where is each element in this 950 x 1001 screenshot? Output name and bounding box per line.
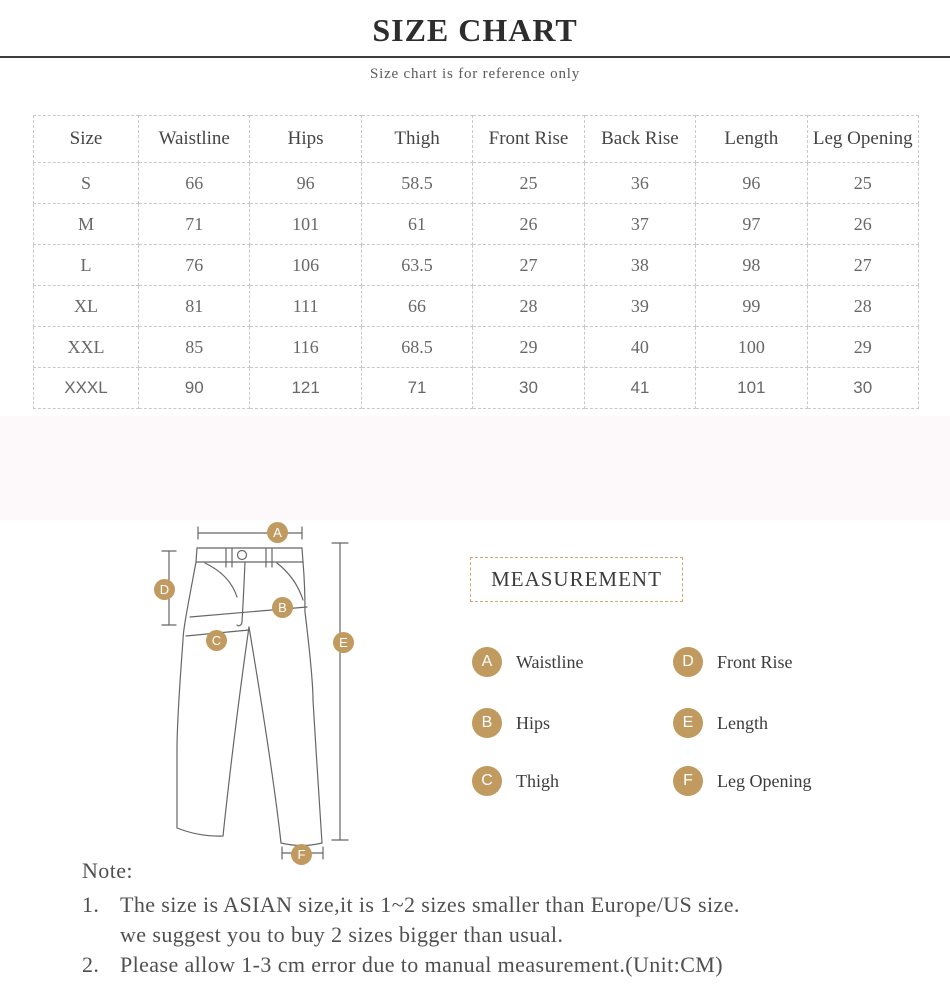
note-line: The size is ASIAN size,it is 1~2 sizes smaller than Europe/US size. <box>120 892 740 917</box>
note-number: 2. <box>82 952 100 977</box>
value-cell: 41 <box>584 368 695 409</box>
note-heading: Note: <box>82 858 133 883</box>
length-measure-line <box>332 543 348 840</box>
value-cell: 30 <box>807 368 918 409</box>
size-cell: XXXL <box>34 368 139 409</box>
table-row <box>34 327 919 368</box>
size-cell: L <box>34 245 139 286</box>
page-subtitle: Size chart is for reference only <box>369 66 581 82</box>
value-cell: 71 <box>139 204 250 245</box>
table-row <box>34 204 919 245</box>
col-header-size: Size <box>34 116 139 163</box>
value-cell: 96 <box>696 163 807 204</box>
value-cell: 30 <box>473 368 584 409</box>
legend-item-waistline <box>472 647 584 677</box>
col-header-back-rise: Back Rise <box>584 116 695 163</box>
value-cell: 100 <box>696 327 807 368</box>
value-cell: 25 <box>807 163 918 204</box>
value-cell: 26 <box>807 204 918 245</box>
legend-circle-f: F <box>673 766 703 796</box>
value-cell: 101 <box>696 368 807 409</box>
value-cell: 28 <box>473 286 584 327</box>
table-header-row <box>34 116 919 163</box>
legend-circle-b: B <box>472 708 502 738</box>
table-row <box>34 163 919 204</box>
legend-circle-e: E <box>673 708 703 738</box>
measurement-box <box>470 557 683 602</box>
legend-circle-d: D <box>673 647 703 677</box>
marker-length: E <box>333 632 354 653</box>
value-cell: 63.5 <box>361 245 472 286</box>
note-line: Please allow 1-3 cm error due to manual measurement.(Unit:CM) <box>120 952 723 977</box>
table-row <box>34 286 919 327</box>
col-header-front-rise: Front Rise <box>473 116 584 163</box>
size-table-section <box>33 115 919 409</box>
size-cell: XL <box>34 286 139 327</box>
value-cell: 58.5 <box>361 163 472 204</box>
value-cell: 66 <box>361 286 472 327</box>
legend-label-leg-opening: Leg Opening <box>717 770 812 791</box>
value-cell: 121 <box>250 368 361 409</box>
marker-front-rise: D <box>154 579 175 600</box>
value-cell: 36 <box>584 163 695 204</box>
col-header-length: Length <box>696 116 807 163</box>
note-item-1 <box>82 890 932 950</box>
legend-item-thigh <box>472 766 559 796</box>
value-cell: 28 <box>807 286 918 327</box>
value-cell: 81 <box>139 286 250 327</box>
pants-diagram <box>130 515 365 875</box>
note-number: 1. <box>82 892 100 917</box>
value-cell: 29 <box>473 327 584 368</box>
pants-outline <box>177 548 322 846</box>
col-header-hips: Hips <box>250 116 361 163</box>
marker-hips: B <box>272 597 293 618</box>
value-cell: 98 <box>696 245 807 286</box>
col-header-leg-opening: Leg Opening <box>807 116 918 163</box>
value-cell: 96 <box>250 163 361 204</box>
legend-item-length <box>673 708 768 738</box>
value-cell: 27 <box>473 245 584 286</box>
value-cell: 71 <box>361 368 472 409</box>
value-cell: 106 <box>250 245 361 286</box>
legend-item-leg-opening <box>673 766 811 796</box>
measurement-title: MEASUREMENT <box>491 567 662 591</box>
legend-label-waistline: Waistline <box>516 651 584 672</box>
value-cell: 27 <box>807 245 918 286</box>
value-cell: 38 <box>584 245 695 286</box>
value-cell: 61 <box>361 204 472 245</box>
size-cell: S <box>34 163 139 204</box>
note-item-2 <box>82 950 932 980</box>
value-cell: 39 <box>584 286 695 327</box>
col-header-waistline: Waistline <box>139 116 250 163</box>
legend-label-front-rise: Front Rise <box>717 651 793 672</box>
marker-leg-opening: F <box>291 844 312 865</box>
value-cell: 116 <box>250 327 361 368</box>
legend-circle-c: C <box>472 766 502 796</box>
size-cell: XXL <box>34 327 139 368</box>
col-header-thigh: Thigh <box>361 116 472 163</box>
marker-waistline: A <box>267 522 288 543</box>
page-title: SIZE CHART <box>372 12 578 48</box>
value-cell: 101 <box>250 204 361 245</box>
legend-item-front-rise <box>673 647 793 677</box>
value-cell: 90 <box>139 368 250 409</box>
value-cell: 76 <box>139 245 250 286</box>
value-cell: 29 <box>807 327 918 368</box>
marker-thigh: C <box>206 630 227 651</box>
table-row <box>34 368 919 409</box>
size-chart-table <box>33 115 919 409</box>
size-cell: M <box>34 204 139 245</box>
value-cell: 97 <box>696 204 807 245</box>
legend-circle-a: A <box>472 647 502 677</box>
value-cell: 26 <box>473 204 584 245</box>
value-cell: 25 <box>473 163 584 204</box>
value-cell: 37 <box>584 204 695 245</box>
note-section <box>82 858 932 980</box>
pink-band <box>0 416 950 520</box>
value-cell: 111 <box>250 286 361 327</box>
value-cell: 40 <box>584 327 695 368</box>
legend-label-length: Length <box>717 712 768 733</box>
value-cell: 85 <box>139 327 250 368</box>
legend-label-hips: Hips <box>516 712 551 733</box>
legend-label-thigh: Thigh <box>516 770 559 791</box>
value-cell: 68.5 <box>361 327 472 368</box>
value-cell: 99 <box>696 286 807 327</box>
value-cell: 66 <box>139 163 250 204</box>
title-divider <box>0 56 950 58</box>
table-row <box>34 245 919 286</box>
note-line: we suggest you to buy 2 sizes bigger than usual. <box>120 922 564 947</box>
legend-item-hips <box>472 708 550 738</box>
